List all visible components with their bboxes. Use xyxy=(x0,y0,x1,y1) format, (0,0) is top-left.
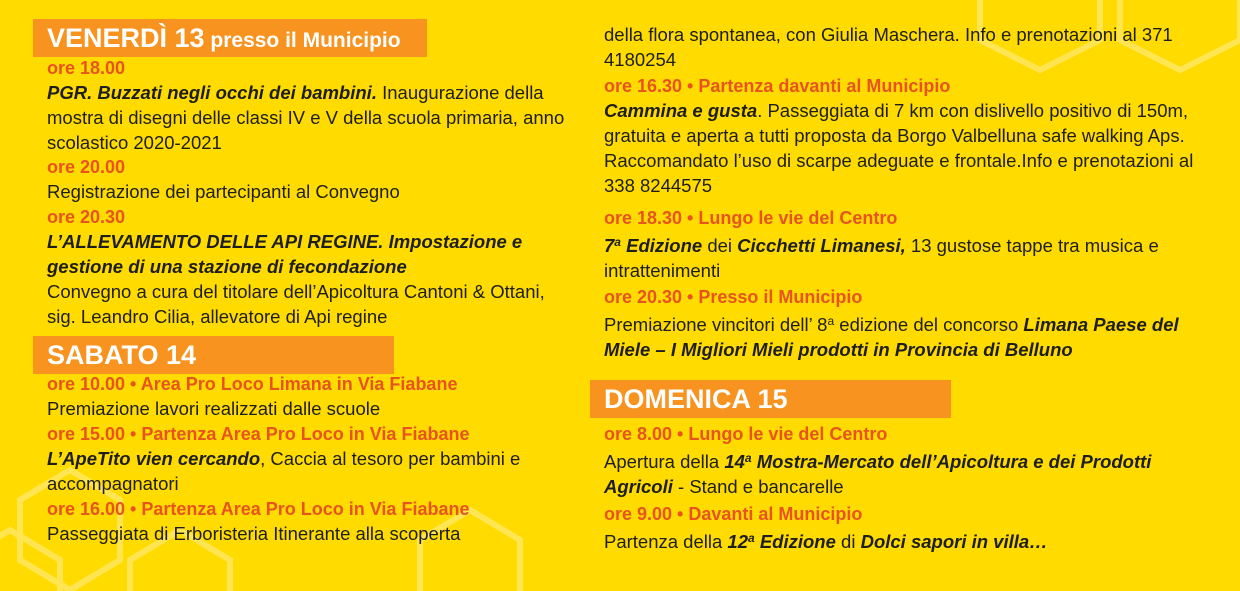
event-description: Partenza della 12$^a$ Edizione di Dolci sapori in villa… xyxy=(604,531,1048,552)
event-description: Registrazione dei partecipanti al Convegno xyxy=(47,181,400,202)
event-time: ore 9.00 • Davanti al Municipio xyxy=(604,504,863,524)
sunday-banner: DOMENICA 15 xyxy=(590,380,951,418)
event-description: Premiazione vincitori dell’ 8$^a$ edizione del concorso Limana Paese del Miele – I Migliori Mieli prodotti in Provincia di Belluno xyxy=(604,314,1179,360)
saturday-event-1 xyxy=(47,372,577,421)
event-time: ore 20.30 • Presso il Municipio xyxy=(604,287,863,307)
friday-banner-title: VENERDÌ 13 xyxy=(47,23,205,53)
event-time: ore 16.30 • Partenza davanti al Municipio xyxy=(604,76,951,96)
event-time: ore 18.00 xyxy=(47,58,126,78)
event-description: L’ApeTito vien cercando, Caccia al tesoro per bambini e accompagnatori xyxy=(47,448,521,494)
event-description: Convegno a cura del titolare dell’Apicoltura Cantoni & Ottani, sig. Leandro Cilia, allevatore di Api regine xyxy=(47,281,545,327)
friday-banner xyxy=(33,19,427,57)
friday-banner-sub: presso il Municipio xyxy=(204,29,401,52)
event-description: Premiazione lavori realizzati dalle scuole xyxy=(47,398,381,419)
event-description: Cammina e gusta. Passeggiata di 7 km con dislivello positivo di 150m, gratuita e aperta a tutti proposta da Borgo Valbelluna safe walking Aps. Raccomandato l’uso di scarpe adeguate e frontale.Info e prenotazioni al 338 8244575 xyxy=(604,100,1194,196)
event-time: ore 20.00 xyxy=(47,157,126,177)
friday-event-1 xyxy=(47,56,577,155)
saturday-event-3-continued xyxy=(604,22,1214,72)
event-time: ore 15.00 • Partenza Area Pro Loco in Via Fiabane xyxy=(47,424,470,444)
event-description: Passeggiata di Erboristeria Itinerante alla scoperta xyxy=(47,523,461,544)
event-description: 7$^a$ Edizione dei Cicchetti Limanesi, 13 gustose tappe tra musica e intrattenimenti xyxy=(604,235,1159,281)
saturday-event-4 xyxy=(604,74,1204,198)
sunday-event-2 xyxy=(604,502,1164,554)
event-description: Apertura della 14$^a$ Mostra-Mercato dell’Apicoltura e dei Prodotti Agricoli - Stand e bancarelle xyxy=(604,451,1152,497)
saturday-event-6 xyxy=(604,285,1204,362)
sunday-event-1 xyxy=(604,422,1164,499)
friday-event-2 xyxy=(47,155,577,204)
saturday-banner: SABATO 14 xyxy=(33,336,394,374)
event-time: ore 16.00 • Partenza Area Pro Loco in Via Fiabane xyxy=(47,499,470,519)
event-time: ore 10.00 • Area Pro Loco Limana in Via Fiabane xyxy=(47,374,458,394)
saturday-event-2 xyxy=(47,422,577,496)
event-time: ore 8.00 • Lungo le vie del Centro xyxy=(604,424,888,444)
event-title: L’ALLEVAMENTO DELLE API REGINE. Impostazione e gestione di una stazione di fecondazione xyxy=(47,231,523,277)
event-description: della flora spontanea, con Giulia Maschera. Info e prenotazioni al 371 4180254 xyxy=(604,24,1173,70)
event-time: ore 18.30 • Lungo le vie del Centro xyxy=(604,208,898,228)
event-description: PGR. Buzzati negli occhi dei bambini. Inaugurazione della mostra di disegni delle classi IV e V della scuola primaria, anno scolastico 2020-2021 xyxy=(47,82,565,153)
saturday-event-5 xyxy=(604,206,1204,283)
friday-event-3 xyxy=(47,205,577,329)
saturday-event-3 xyxy=(47,497,577,546)
event-time: ore 20.30 xyxy=(47,207,126,227)
